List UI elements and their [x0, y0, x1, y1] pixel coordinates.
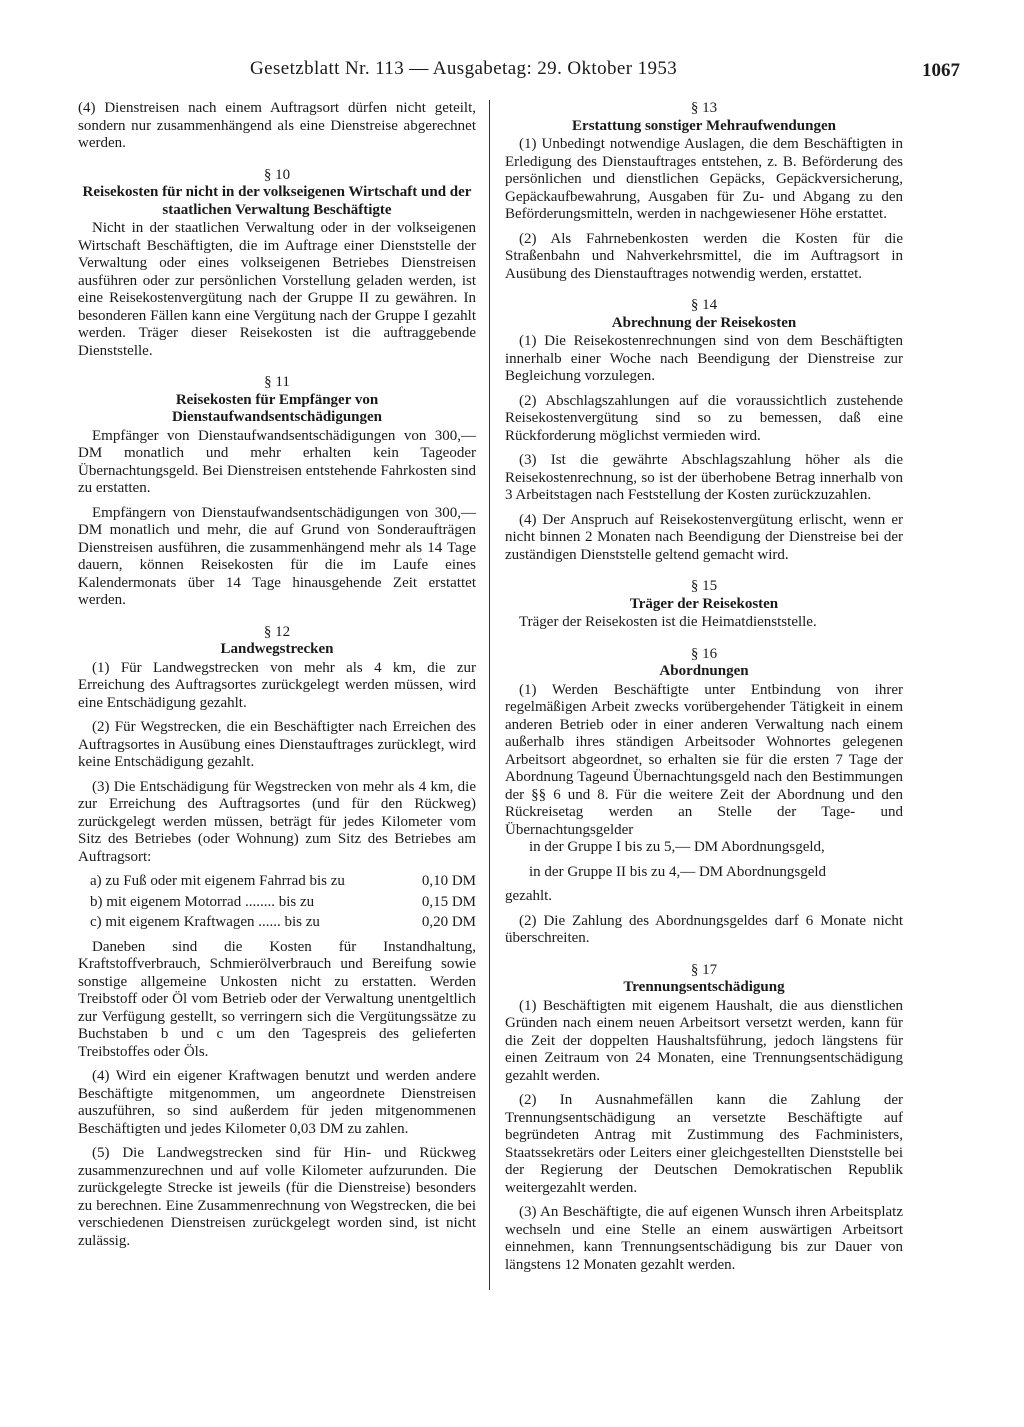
paragraph: (4) Der Anspruch auf Reisekostenvergütung erlischt, wenn er nicht binnen 2 Monaten nach Beendigung der Dienstreise bei der zuständigen Dienststelle geltend gemacht wird. — [505, 511, 903, 563]
paragraph: (3) Ist die gewährte Abschlagszahlung höher als die Reisekostenrechnung, so ist der überhobene Betrag innerhalb von 3 Arbeitstagen nach Feststellung der Kosten zurückzuzahlen. — [505, 452, 903, 503]
paragraph: (2) Für Wegstrecken, die ein Beschäftigter nach Erreichen des Auftragsortes in Ausübung eines Dienstauftrages zurücklegt, wird keine Entschädigung gezahlt. — [78, 719, 476, 770]
section-number: § 11 — [264, 374, 290, 390]
right-column — [505, 100, 903, 1281]
section-title: Trennungsentschädigung — [623, 979, 785, 995]
paragraph: (2) Abschlagszahlungen auf die voraussichtlich zustehende Reisekostenvergütung sind so zu bemessen, daß eine Rückforderung möglichst vermieden wird. — [505, 392, 903, 444]
paragraph: Träger der Reisekosten ist die Heimatdienststelle. — [519, 614, 817, 630]
list-label: c) mit eigenem Kraftwagen ...... bis zu — [90, 914, 320, 930]
section-number: § 12 — [263, 623, 291, 640]
paragraph: (3) An Beschäftigte, die auf eigenen Wunsch ihren Arbeitsplatz wechseln und eine Stelle an einem auswärtigen Arbeitsort einnehmen, kann Trennungsentschädigung bis zur Dauer von längstens 12 Monaten gezahlt werden. — [505, 1204, 903, 1273]
paragraph: Empfänger von Dienstaufwandsentschädigungen von 300,— DM monatlich und mehr erhalten kein Tageoder Übernachtungsgeld. Bei Dienstreisen entstehende Fahrkosten sind zu erstatten. — [78, 427, 476, 496]
column-divider — [489, 100, 490, 1290]
section-number: § 16 — [690, 645, 718, 662]
paragraph: (1) Die Reisekostenrechnungen sind von dem Beschäftigten innerhalb einer Woche nach Beendigung der Dienstreise zur Begleichung vorzulegen. — [505, 333, 903, 384]
paragraph: (2) In Ausnahmefällen kann die Zahlung der Trennungsentschädigung an versetzte Beschäftigte auf begründeten Antrag mit Zustimmung des Fachministers, Staatssekretärs oder Leiters einer gleichgestellten Dienststelle bei der Regierung der Deutschen Demokratischen Republik weitergezahlt werden. — [505, 1092, 903, 1196]
list-label: a) zu Fuß oder mit eigenem Fahrrad bis zu — [90, 873, 345, 889]
list-item — [78, 894, 476, 912]
rate-line: in der Gruppe I bis zu 5,— DM Abordnungsgeld, — [529, 839, 825, 855]
section-title: Träger der Reisekosten — [629, 595, 779, 612]
section-title: Reisekosten für nicht in der volkseigenen Wirtschaft und der staatlichen Verwaltung Beschäftigte — [82, 184, 472, 218]
list-item — [78, 873, 476, 891]
paragraph: (5) Die Landwegstrecken sind für Hin- und Rückweg zusammenzurechnen und auf volle Kilometer aufzurunden. Die zurückgelegte Strecke ist jeweils (für die Dienstreise) besonders zu berechnen. Eine Zusammenrechnung von Wegstrecken, die bei verschiedenen Dienstreisen zurückgelegt worden sind, ist nicht zulässig. — [78, 1145, 476, 1249]
list-amount: 0,15 DM — [421, 893, 476, 910]
section-number: § 13 — [690, 100, 718, 116]
rate-list — [78, 873, 476, 932]
section-title: Erstattung sonstiger Mehraufwendungen — [572, 117, 836, 134]
section-number: § 15 — [690, 578, 718, 594]
section-number: § 14 — [690, 297, 718, 313]
paragraph: Empfängern von Dienstaufwandsentschädigungen von 300,— DM monatlich und mehr, die auf Grund von Sonderaufträgen Dienstreisen ausführen, die zusammenhängend mehr als 14 Tage dauern, können Reisekosten für die im Laufe eines Kalendermonats über 14 Tage hinausgehende Zeit erstattet werden. — [78, 504, 476, 608]
left-column — [78, 100, 476, 1257]
paragraph: (2) Die Zahlung des Abordnungsgeldes darf 6 Monate nicht überschreiten. — [505, 912, 903, 946]
section-title: Abrechnung der Reisekosten — [611, 314, 797, 331]
paragraph: (1) Für Landwegstrecken von mehr als 4 km, die zur Erreichung des Auftragsortes zurückgelegt werden müssen, wird eine Entschädigung gezahlt. — [78, 659, 476, 711]
paragraph: (4) Dienstreisen nach einem Auftragsort dürfen nicht geteilt, sondern nur zusammenhängend als eine Dienstreise abgerechnet werden. — [78, 100, 476, 151]
paragraph: (1) Beschäftigten mit eigenem Haushalt, die aus dienstlichen Gründen nach einem neuen Arbeitsort versetzt werden, kann für die Zeit der doppelten Haushaltsführung, jedoch längstens für einen Zeitraum von 24 Monaten, eine Trennungsentschädigung gezahlt werden. — [505, 997, 903, 1084]
paragraph: (1) Werden Beschäftigte unter Entbindung von ihrer regelmäßigen Arbeit zwecks vorübergehender Tätigkeit in einem anderen Betrieb oder in einer anderen Verwaltung nach einem außerhalb ihres ständigen Arbeitsoder Wohnortes gelegenen Arbeitsort abgeordnet, so erhalten sie für die ersten 7 Tage der Abordnung Tageund Übernachtungsgeld nach den Bestimmungen der §§ 6 und 8. Für die weitere Zeit der Abordnung und den Rückreisetag werden an Stelle der Tage- und Übernachtungsgelder — [505, 681, 903, 838]
paragraph: (1) Unbedingt notwendige Auslagen, die dem Beschäftigten in Erledigung des Dienstauftrages entstehen, z. B. Beförderung des persönlichen und dienstlichen Gepäcks, Gepäckversicherung, Gepäckaufbewahrung, Ausgaben für Zu- und Abgang zu den Beförderungsmitteln, werden in nachgewiesener Höhe erstattet. — [505, 136, 903, 222]
paragraph: (4) Wird ein eigener Kraftwagen benutzt und werden andere Beschäftigte mitgenommen, um angeordnete Dienstreisen auszuführen, so sind außerdem für jeden mitgenommenen Beschäftigten und jedes Kilometer 0,03 DM zu zahlen. — [78, 1068, 476, 1137]
list-label: b) mit eigenem Motorrad ........ bis zu — [90, 893, 315, 910]
rate-line: in der Gruppe II bis zu 4,— DM Abordnungsgeld — [529, 863, 827, 880]
running-header: Gesetzblatt Nr. 113 — Ausgabetag: 29. Oktober 1953 — [250, 58, 678, 79]
list-amount: 0,20 DM — [421, 914, 476, 930]
section-number: § 10 — [263, 166, 291, 183]
paragraph: Daneben sind die Kosten für Instandhaltung, Kraftstoffverbrauch, Schmierölverbrauch und Bereifung sowie sonstige allgemeine Unkosten nicht zu erstatten. Werden Treibstoff oder Öl vom Betrieb oder der Verwaltung unentgeltlich zur Verfügung gestellt, so verringern sich die Vergütungssätze zu Buchstaben b und c um den Tagespreis des gelieferten Treibstoffes oder Öls. — [78, 938, 476, 1060]
paragraph: (2) Als Fahrnebenkosten werden die Kosten für die Straßenbahn und Nahverkehrsmittel, die im Auftragsort in Ausübung des Dienstauftrages notwendig werden, erstattet. — [505, 230, 903, 282]
section-number: § 17 — [690, 961, 718, 978]
paragraph: Nicht in der staatlichen Verwaltung oder in der volkseigenen Wirtschaft Beschäftigten, die im Auftrage einer Dienststelle der Verwaltung oder eines volkseigenen Betriebes Dienstreisen ausführen oder zur persönlichen Vorstellung geladen werden, ist eine Reisekostenvergütung nach der Gruppe II zu gewähren. In besonderen Fällen kann eine Vergütung nach der Gruppe I gezahlt werden. Träger dieser Reisekosten ist die auftraggebende Dienststelle. — [78, 220, 476, 359]
section-title: Landwegstrecken — [220, 641, 334, 657]
paragraph: gezahlt. — [505, 888, 553, 904]
list-amount: 0,10 DM — [421, 873, 476, 889]
section-title: Abordnungen — [659, 663, 749, 679]
page-number: 1067 — [922, 60, 960, 81]
list-item — [78, 914, 476, 932]
paragraph: (3) Die Entschädigung für Wegstrecken von mehr als 4 km, die zur Erreichung des Auftragsortes (und für den Rückweg) zurückgelegt werden müssen, beträgt für jedes Kilometer vom Sitz des Betriebes (oder Wohnung) zum Sitz des Betriebes am Auftragsort: — [78, 778, 476, 865]
section-title: Reisekosten für Empfänger von Dienstaufwandsentschädigungen — [171, 391, 383, 425]
